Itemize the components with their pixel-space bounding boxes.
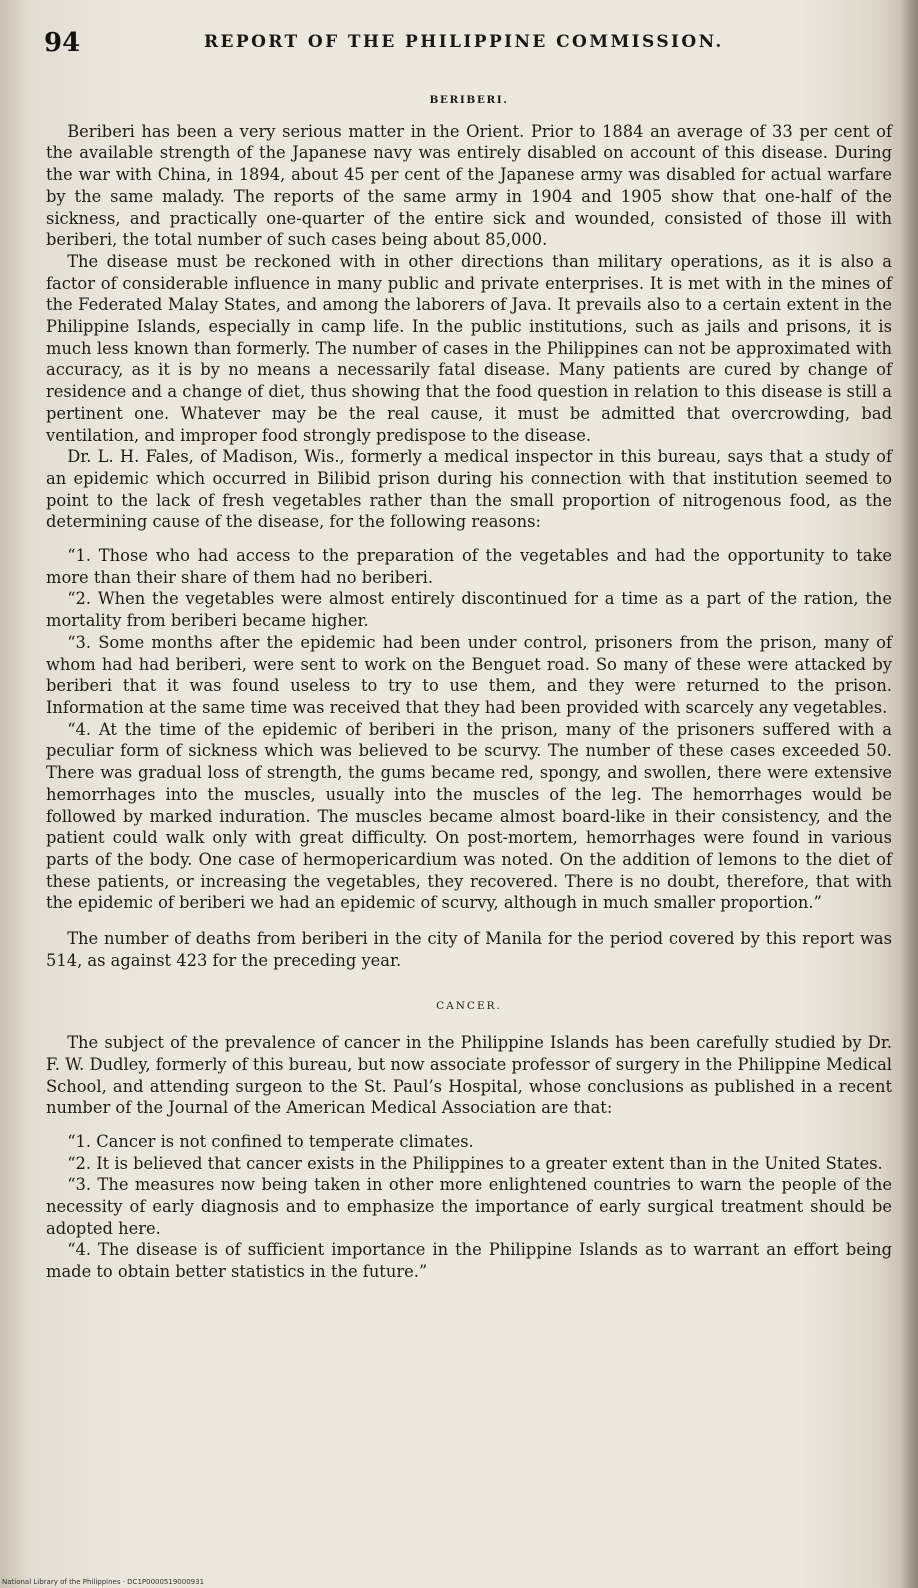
page-number: 94 xyxy=(44,28,81,58)
page-body xyxy=(46,84,892,1283)
beriberi-deaths-paragraph: The number of deaths from beriberi in the city of Manila for the period covered by this report was 514, as against 423 for the preceding year. xyxy=(46,929,892,970)
cancer-conclusion-4: “4. The disease is of sufficient importance in the Philippine Islands as to warrant an effort being made to obtain better statistics in the future.” xyxy=(46,1240,892,1282)
beriberi-reason-4: “4. At the time of the epidemic of beriberi in the prison, many of the prisoners suffered with a peculiar form of sickness which was believed to be scurvy. The number of these cases exceeded 50. There was gradual loss of strength, the gums became red, spongy, and swollen, there were extensive hemorrhages into the muscles, usually into the muscles of the leg. The hemorrhages would be followed by marked induration. The muscles became almost board-like in their consistency, and the patient could walk only with great difficulty. On post-mortem, hemorrhages were found in various parts of the body. One case of hermopericardium was noted. On the addition of lemons to the diet of these patients, or increasing the vegetables, they recovered. There is no doubt, therefore, that with the epidemic of beriberi we had an epidemic of scurvy, although in much smaller proportion.” xyxy=(46,719,892,913)
section-title-cancer: CANCER. xyxy=(436,1000,502,1013)
cancer-conclusion-1: “1. Cancer is not confined to temperate climates. xyxy=(67,1131,474,1151)
library-stamp: National Library of the Philippines · DC1P0000519000931 xyxy=(2,1578,205,1586)
cancer-conclusion-3: “3. The measures now being taken in other more enlightened countries to warn the people of the necessity of early diagnosis and to emphasize the importance of early surgical treatment should be adopted here. xyxy=(46,1175,892,1238)
beriberi-reason-1: “1. Those who had access to the preparation of the vegetables and had the opportunity to take more than their share of them had no beriberi. xyxy=(46,546,892,587)
cancer-paragraph: The subject of the prevalence of cancer in the Philippine Islands has been carefully studied by Dr. F. W. Dudley, formerly of this bureau, but now associate professor of surgery in the Philippine Medical School, and attending surgeon to the St. Paul’s Hospital, whose conclusions as published in a recent number of the Journal of the American Medical Association are that: xyxy=(46,1033,892,1118)
beriberi-paragraph: The disease must be reckoned with in other directions than military operations, as it is also a factor of considerable influence in many public and private enterprises. It is met with in the mines of the Federated Malay States, and among the laborers of Java. It prevails also to a certain extent in the Philippine Islands, especially in camp life. In the public institutions, such as jails and prisons, it is much less known than formerly. The number of cases in the Philippines can not be approximated with accuracy, as it is by no means a necessarily fatal disease. Many patients are cured by change of residence and a change of diet, thus showing that the food question in relation to this disease is still a pertinent one. Whatever may be the real cause, it must be admitted that overcrowding, bad ventilation, and improper food strongly predispose to the disease. xyxy=(46,251,892,445)
beriberi-paragraph: Beriberi has been a very serious matter in the Orient. Prior to 1884 an average of 33 per cent of the available strength of the Japanese navy was entirely disabled on account of this disease. During the war with China, in 1894, about 45 per cent of the Japanese army was disabled for actual warfare by the same malady. The reports of the same army in 1904 and 1905 show that one-half of the sickness, and practically one-quarter of the entire sick and wounded, consisted of those ill with beriberi, the total number of such cases being about 85,000. xyxy=(46,121,892,250)
beriberi-reason-2: “2. When the vegetables were almost entirely discontinued for a time as a part of the ration, the mortality from beriberi became higher. xyxy=(46,589,892,631)
beriberi-reason-3: “3. Some months after the epidemic had been under control, prisoners from the prison, many of whom had had beriberi, were sent to work on the Benguet road. So many of these were attacked by beriberi that it was found useless to try to use them, and they were returned to the prison. Information at the same time was received that they had been provided with scarcely any vegetables. xyxy=(46,632,892,717)
page-edge-shadow xyxy=(900,0,918,1588)
page-header xyxy=(44,26,894,66)
beriberi-paragraph: Dr. L. H. Fales, of Madison, Wis., formerly a medical inspector in this bureau, says that a study of an epidemic which occurred in Bilibid prison during his connection with that institution seemed to point to the lack of fresh vegetables rather than the small proportion of nitrogenous food, as the determining cause of the disease, for the following reasons: xyxy=(46,447,892,532)
running-head: REPORT OF THE PHILIPPINE COMMISSION. xyxy=(204,32,724,52)
cancer-conclusion-2: “2. It is believed that cancer exists in the Philippines to a greater extent than in the United States. xyxy=(67,1153,883,1173)
section-title-beriberi: BERIBERI. xyxy=(429,94,509,106)
